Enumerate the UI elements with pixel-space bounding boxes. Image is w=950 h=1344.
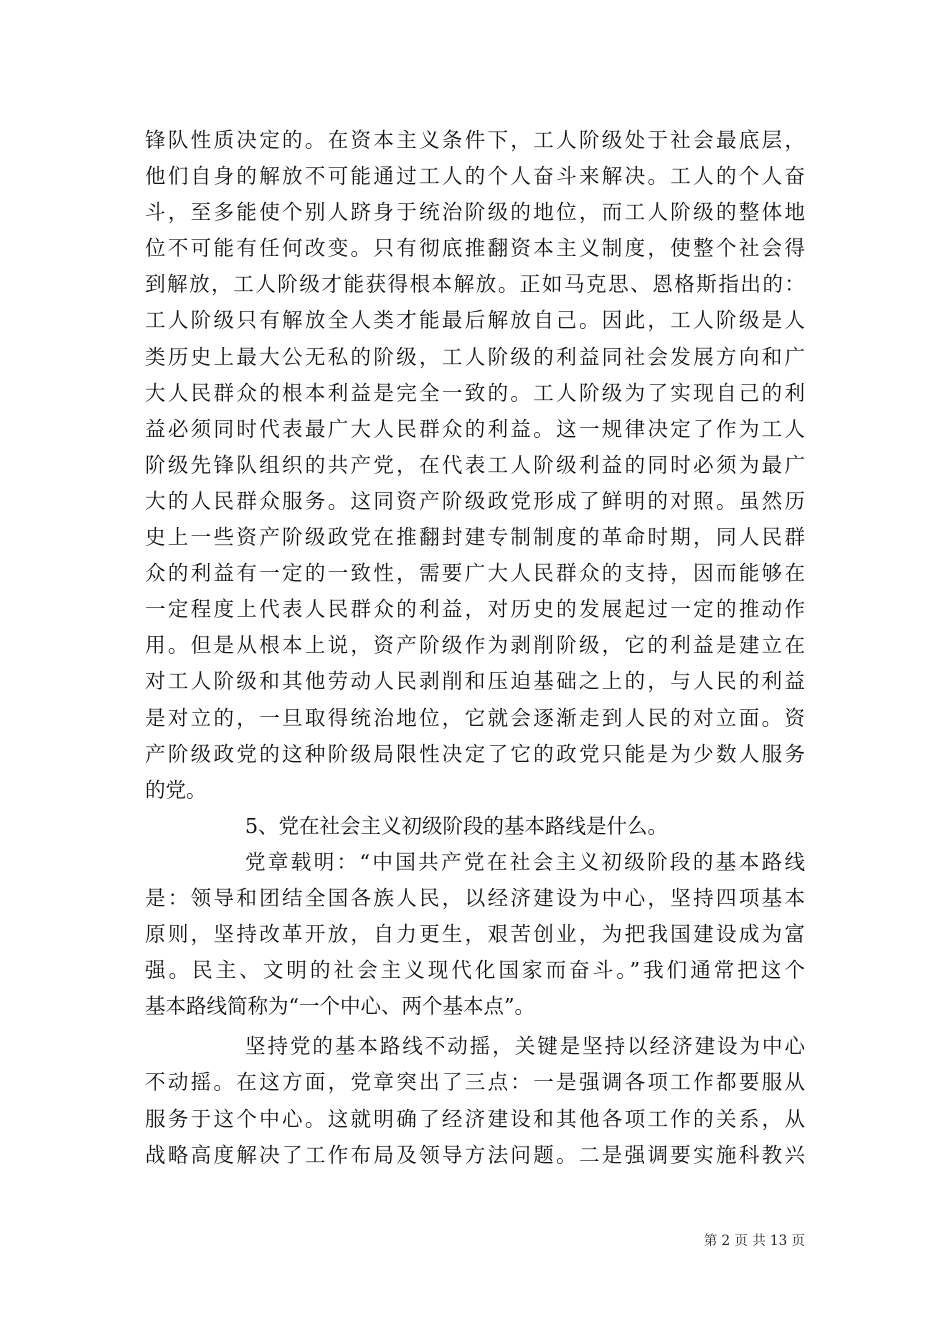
- text-line: 工人阶级只有解放全人类才能最后解放自己。因此，工人阶级是人: [145, 308, 805, 333]
- text-line: 一定程度上代表人民群众的利益，对历史的发展起过一定的推动作: [145, 597, 805, 622]
- text-line: 他们自身的解放不可能通过工人的个人奋斗来解决。工人的个人奋: [145, 164, 805, 189]
- text-line: 大的人民群众服务。这同资产阶级政党形成了鲜明的对照。虽然历: [145, 488, 805, 513]
- text-line: 益必须同时代表最广大人民群众的利益。这一规律决定了作为工人: [145, 416, 805, 441]
- text-line: 战略高度解决了工作布局及领导方法问题。二是强调要实施科教兴: [145, 1142, 805, 1167]
- text-line: 原则，坚持改革开放，自力更生，艰苦创业，为把我国建设成为富: [145, 922, 805, 947]
- text-line: 史上一些资产阶级政党在推翻封建专制制度的革命时期，同人民群: [145, 525, 805, 550]
- text-line: 是对立的，一旦取得统治地位，它就会逐渐走到人民的对立面。资: [145, 705, 805, 730]
- text-line: 阶级先锋队组织的共产党，在代表工人阶级利益的同时必须为最广: [145, 452, 805, 477]
- text-line: 是：领导和团结全国各族人民，以经济建设为中心，坚持四项基本: [145, 885, 805, 910]
- text-line: 的党。: [145, 777, 207, 802]
- text-line: 到解放，工人阶级才能获得根本解放。正如马克思、恩格斯指出的：: [145, 272, 805, 297]
- text-line: 类历史上最大公无私的阶级，工人阶级的利益同社会发展方向和广: [145, 344, 805, 369]
- text-line: 基本路线简称为“一个中心、两个基本点”。: [145, 994, 535, 1019]
- text-line: 斗，至多能使个别人跻身于统治阶级的地位，而工人阶级的整体地: [145, 200, 805, 225]
- text-line: 坚持党的基本路线不动摇，关键是坚持以经济建设为中心: [245, 1034, 805, 1059]
- text-line: 对工人阶级和其他劳动人民剥削和压迫基础之上的，与人民的利益: [145, 669, 805, 694]
- text-line: 用。但是从根本上说，资产阶级作为剥削阶级，它的利益是建立在: [145, 633, 805, 658]
- text-line: 产阶级政党的这种阶级局限性决定了它的政党只能是为少数人服务: [145, 741, 805, 766]
- text-line: 位不可能有任何改变。只有彻底推翻资本主义制度，使整个社会得: [145, 236, 805, 261]
- text-line: 服务于这个中心。这就明确了经济建设和其他各项工作的关系，从: [145, 1106, 805, 1131]
- body-text: [145, 122, 805, 1173]
- text-line: 大人民群众的根本利益是完全一致的。工人阶级为了实现自己的利: [145, 380, 805, 405]
- section-heading: 5、党在社会主义初级阶段的基本路线是什么。: [245, 813, 669, 838]
- text-line: 锋队性质决定的。在资本主义条件下，工人阶级处于社会最底层，: [145, 128, 805, 152]
- page-number-footer: 第 2 页 共 13 页: [703, 1233, 805, 1249]
- text-line: 强。民主、文明的社会主义现代化国家而奋斗。”我们通常把这个: [145, 958, 805, 983]
- text-line: 不动摇。在这方面，党章突出了三点：一是强调各项工作都要服从: [145, 1070, 805, 1095]
- text-line: 党章载明：“中国共产党在社会主义初级阶段的基本路线: [245, 849, 805, 874]
- text-line: 众的利益有一定的一致性，需要广大人民群众的支持，因而能够在: [145, 561, 805, 586]
